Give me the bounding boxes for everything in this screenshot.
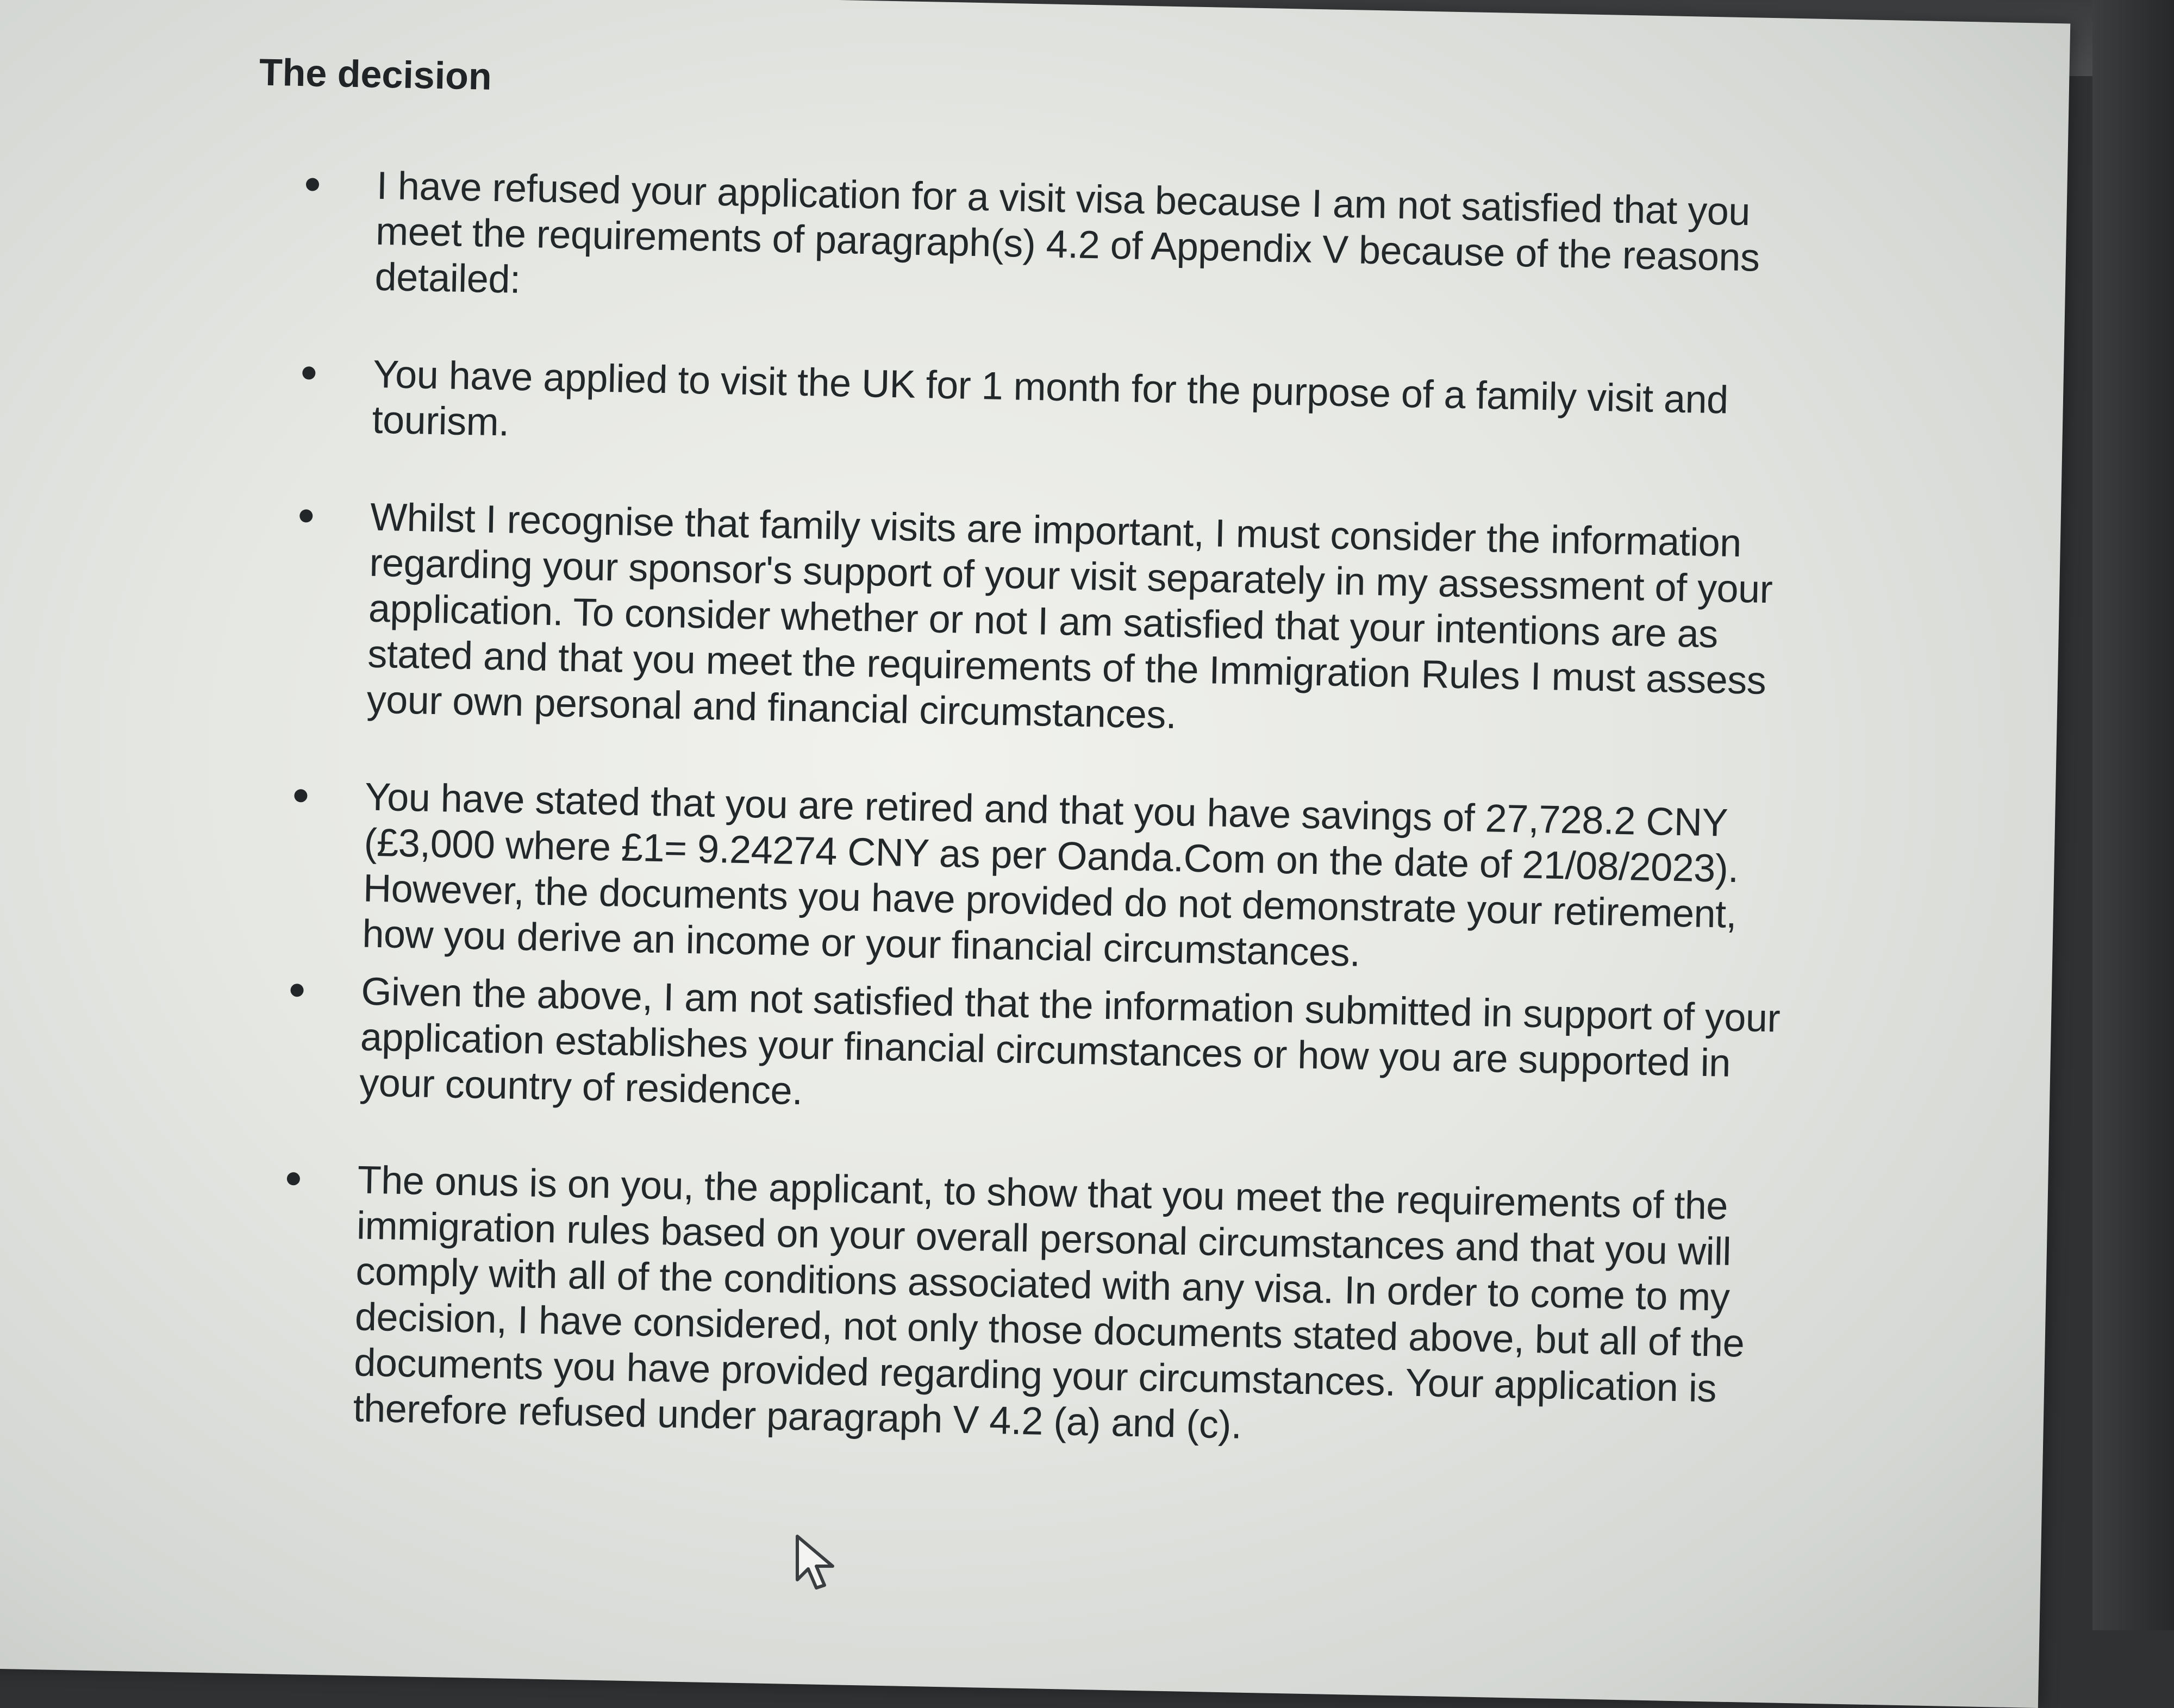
bullet-icon xyxy=(299,509,313,522)
list-item-text: Given the above, I am not satisfied that the information submitted in support of your application establishes your financial circumstances or how you are supported in your country of residence. xyxy=(359,969,1781,1113)
bullet-icon xyxy=(294,789,307,802)
monitor-bezel-right xyxy=(2092,0,2174,1630)
document-page xyxy=(243,49,1819,1510)
list-item-text: Whilst I recognise that family visits are important, I must consider the information regarding your sponsor's support of your visit separately in my assessment of your application. To consider whether or not I am satisfied that your intentions are as stated and that you meet the requirements of the Immigration Rules I must assess your own personal and financial circumstances. xyxy=(366,495,1773,737)
page-title: The decision xyxy=(259,51,492,98)
list-item-text: You have stated that you are retired and that you have savings of 27,728.2 CNY (£3,000 where £1= 9.24274 CNY as per Oanda.Com on the date of 21/08/2023). However, the documents you have provided do not demonstrate your retirement, how you derive an income or your financial circumstances. xyxy=(361,775,1739,975)
list-item xyxy=(258,492,1795,750)
bullet-icon xyxy=(302,366,315,379)
list-item xyxy=(251,967,1785,1133)
list-item-text: I have refused your application for a visit visa because I am not satisfied that you meet the requirements of paragraph(s) 4.2 of Appendix V because of the reasons detailed: xyxy=(374,164,1760,302)
bullet-icon xyxy=(290,984,303,997)
list-item-text: You have applied to visit the UK for 1 month for the purpose of a family visit and tourism. xyxy=(371,352,1729,445)
list-item xyxy=(266,161,1801,327)
decision-bullet-list xyxy=(244,161,1817,1459)
list-item xyxy=(253,772,1789,984)
list-item xyxy=(263,349,1797,470)
bullet-icon xyxy=(306,178,319,191)
list-item-text: The onus is on you, the applicant, to show that you meet the requirements of the immigration rules based on your overall personal circumstances and that you will comply with all of the conditions associated with any visa. In order to come to my decision, I have considered, not only those documents stated above, but all of the documents you have provided regarding your circumstances. Your application is therefore refused under paragraph V 4.2 (a) and (c). xyxy=(353,1158,1745,1447)
mouse-pointer-icon xyxy=(795,1534,838,1593)
bullet-icon xyxy=(287,1172,300,1185)
list-item xyxy=(244,1155,1782,1459)
